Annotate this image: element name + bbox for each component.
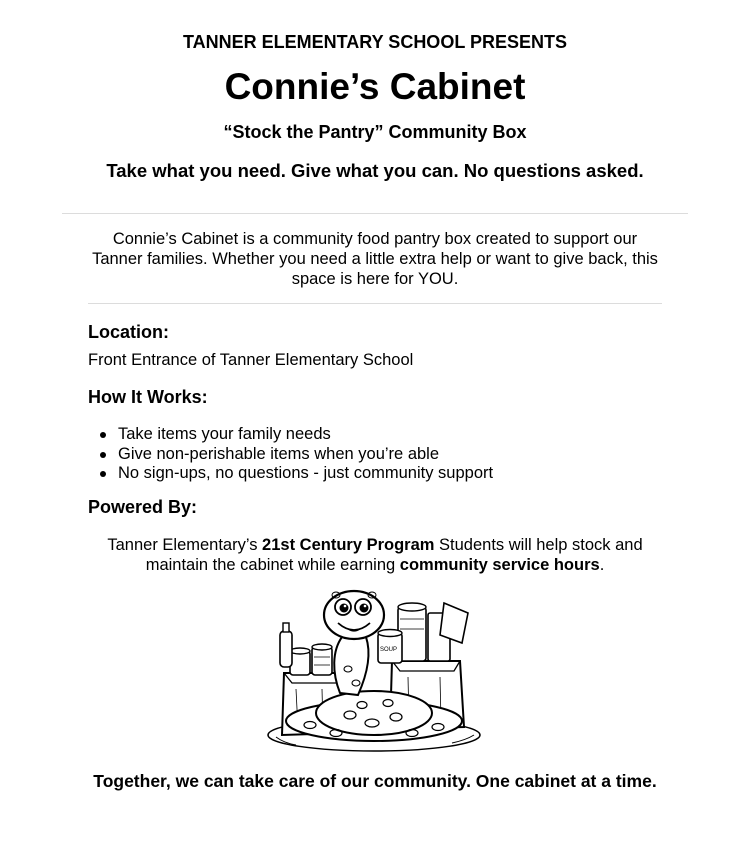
presents-line: TANNER ELEMENTARY SCHOOL PRESENTS: [182, 32, 568, 52]
powered-by-heading: Powered By:: [88, 497, 198, 517]
how-it-works-heading: How It Works:: [88, 387, 208, 407]
list-item: [88, 445, 493, 465]
closing-statement: Together, we can take care of our community. One cabinet at a time.: [93, 771, 657, 791]
list-item-text: Take items your family needs: [118, 425, 331, 443]
page-subtitle: “Stock the Pantry” Community Box: [223, 122, 527, 142]
location-value: Front Entrance of Tanner Elementary School: [88, 351, 414, 369]
powered-by-paragraph: [88, 535, 662, 575]
program-name: 21st Century Program: [262, 536, 435, 554]
bullet-icon: [100, 471, 106, 477]
powered-text-3: .: [599, 556, 605, 574]
powered-text-2: Students will help stock and maintain the cabinet while earning: [145, 536, 643, 574]
bullet-icon: [100, 452, 106, 458]
page-title: Connie’s Cabinet: [224, 66, 526, 107]
tagline: Take what you need. Give what you can. No questions asked.: [106, 160, 644, 181]
location-heading: Location:: [88, 322, 169, 342]
powered-text-1: Tanner Elementary’s: [107, 536, 263, 554]
service-hours: community service hours: [399, 556, 600, 574]
soup-label: SOUP: [380, 647, 398, 653]
list-item-text: No sign-ups, no questions - just community support: [118, 464, 494, 482]
divider-top: [62, 213, 688, 214]
intro-paragraph: Connie’s Cabinet is a community food pantry box created to support our Tanner families. Whether you need a little extra help or want to give back, this space is here for YOU.: [92, 230, 658, 288]
divider-bottom: [88, 303, 662, 304]
snake-mascot-icon: [262, 585, 486, 757]
bullet-icon: [100, 432, 106, 438]
how-it-works-list: [88, 425, 493, 484]
list-item: [88, 425, 493, 445]
list-item: [88, 464, 493, 484]
list-item-text: Give non-perishable items when you’re able: [118, 444, 440, 463]
